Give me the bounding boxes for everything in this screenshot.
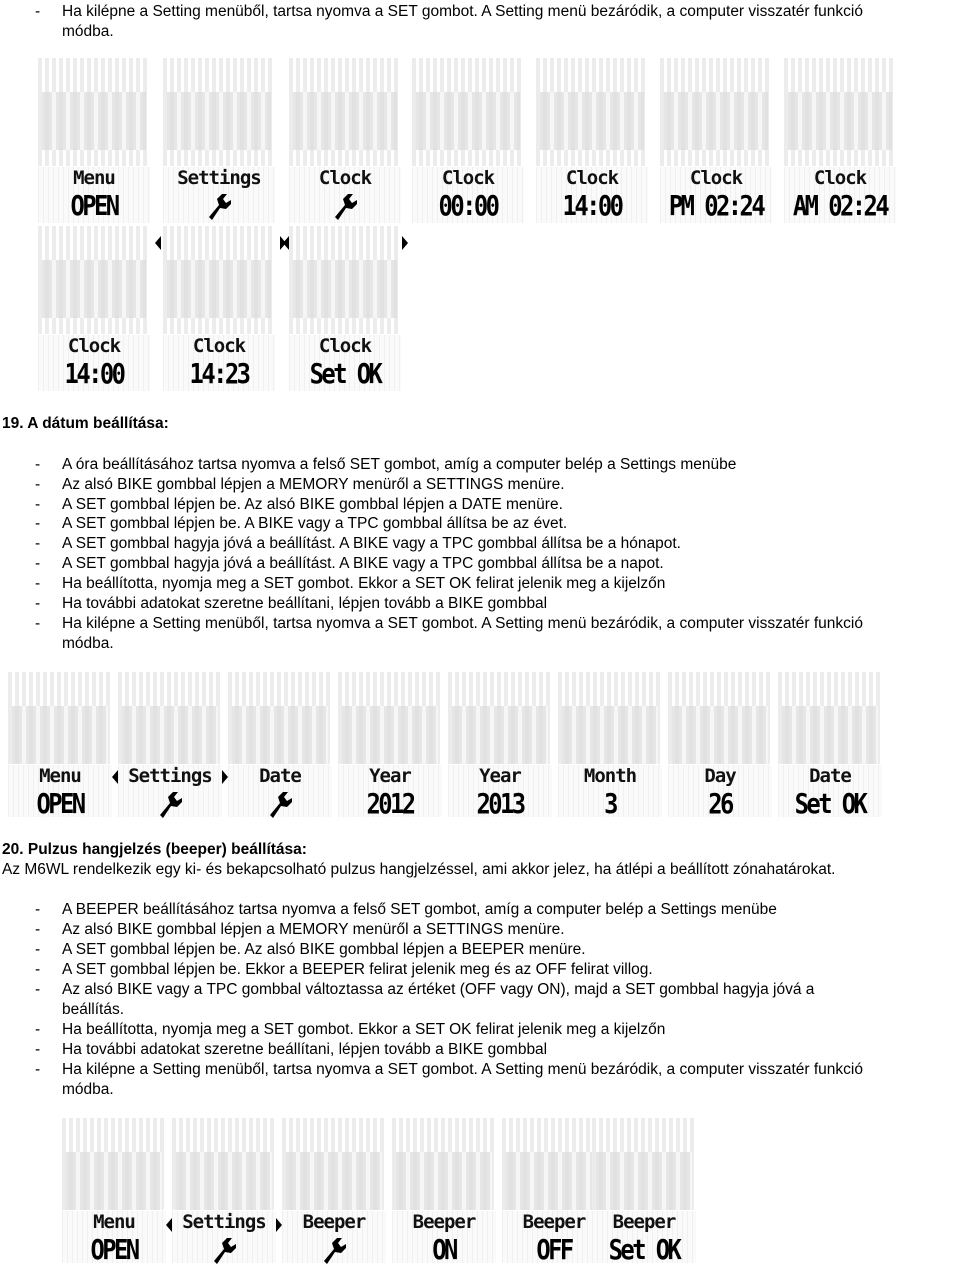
lcd-panel: Month 3 (558, 672, 662, 837)
wrench-icon (331, 191, 359, 221)
lcd-panel: Clock 00:00 (412, 58, 524, 223)
wrench-icon (205, 191, 233, 221)
lcd-panel: Day 26 (668, 672, 772, 837)
wrench-icon (266, 789, 294, 819)
lcd-panel: Beeper OFF (502, 1118, 606, 1264)
wrench-icon (156, 789, 184, 819)
lcd-panel: Menu OPEN (8, 672, 112, 837)
lcd-panel: Settings (163, 58, 275, 223)
list-item-text: módba. (62, 23, 114, 40)
lcd-panel: Settings (172, 1118, 276, 1264)
display-strip-beeper (62, 1118, 702, 1264)
lcd-panel: Clock 14:00 (536, 58, 648, 223)
paragraph: Az M6WL rendelkezik egy ki- és bekapcsolható pulzus hangjelzéssel, ami akkor jelez, ha átlépi a beállított zónahatárokat. (2, 861, 836, 878)
wrench-icon (210, 1235, 238, 1265)
display-strip-date (8, 672, 888, 822)
list-item-text: Ha kilépne a Setting menüből, tartsa nyomva a SET gombot. A Setting menü bezáródik, a computer visszatér funkció (62, 3, 863, 20)
lcd-panel: Beeper Set OK (592, 1118, 696, 1264)
lcd-panel: Date Set OK (778, 672, 882, 837)
lcd-panel: Menu OPEN (38, 58, 150, 223)
display-strip-clock-2 (38, 226, 438, 394)
section-heading: 19. A dátum beállítása: (2, 415, 169, 432)
wrench-icon (320, 1235, 348, 1265)
lcd-panel: Settings (118, 672, 222, 837)
lcd-panel: Date (228, 672, 332, 837)
lcd-panel: Beeper ON (392, 1118, 496, 1264)
lcd-panel: Clock 14:00 (38, 226, 150, 391)
lcd-panel: Menu OPEN (62, 1118, 166, 1264)
segment-background (38, 58, 150, 166)
lcd-panel: Year 2012 (338, 672, 442, 837)
lcd-panel: Clock PM 02:24 (660, 58, 772, 223)
section-heading: 20. Pulzus hangjelzés (beeper) beállítása: (2, 841, 307, 858)
lcd-panel: Beeper (282, 1118, 386, 1264)
lcd-panel: Clock AM 02:24 (784, 58, 896, 223)
lcd-panel: Clock 14:23 (163, 226, 275, 391)
lcd-panel: Clock Set OK (289, 226, 401, 391)
lcd-panel: Clock (289, 58, 401, 223)
display-strip-clock-1 (38, 58, 898, 228)
lcd-panel: Year 2013 (448, 672, 552, 837)
